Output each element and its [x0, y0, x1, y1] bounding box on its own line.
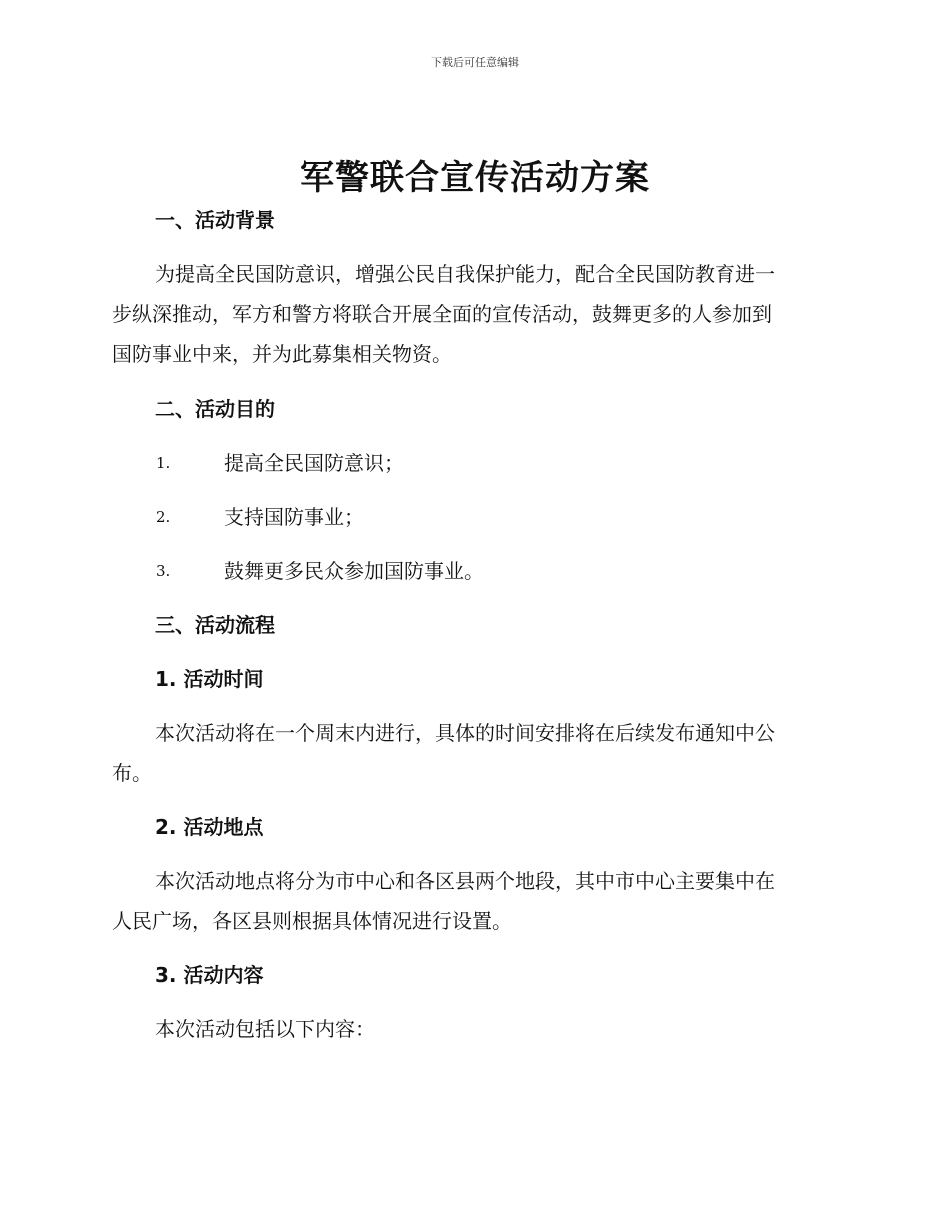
location-paragraph	[112, 861, 832, 941]
time-paragraph	[112, 713, 832, 793]
subsection-heading-location: 2. 活动地点	[155, 815, 264, 839]
paragraph-line: 本次活动将在一个周末内进行，具体的时间安排将在后续发布通知中公	[155, 721, 775, 745]
paragraph-line: 布。	[112, 761, 152, 785]
section-heading-purpose: 二、活动目的	[155, 397, 275, 421]
list-number: 1.	[156, 454, 171, 472]
header-note: 下载后可任意编辑	[431, 56, 519, 69]
paragraph-line: 为提高全民国防意识，增强公民自我保护能力，配合全民国防教育进一	[155, 262, 775, 286]
list-text: 支持国防事业；	[224, 505, 364, 529]
paragraph-line: 国防事业中来，并为此募集相关物资。	[112, 342, 452, 366]
section-heading-background: 一、活动背景	[155, 208, 275, 232]
document-body	[112, 200, 832, 1049]
section-heading-process: 三、活动流程	[155, 613, 275, 637]
paragraph-line: 本次活动包括以下内容：	[155, 1017, 375, 1041]
subsection-heading-time: 1. 活动时间	[155, 667, 264, 691]
subsection-heading-content: 3. 活动内容	[155, 963, 264, 987]
list-number: 2.	[156, 508, 171, 526]
list-item	[112, 443, 832, 483]
list-number: 3.	[156, 562, 171, 580]
list-text: 提高全民国防意识；	[224, 451, 404, 475]
paragraph-line: 步纵深推动，军方和警方将联合开展全面的宣传活动，鼓舞更多的人参加到	[112, 302, 772, 326]
document-title: 军警联合宣传活动方案	[300, 158, 650, 198]
paragraph-line: 本次活动地点将分为市中心和各区县两个地段，其中市中心主要集中在	[155, 869, 775, 893]
content-paragraph	[112, 1009, 832, 1049]
paragraph-line: 人民广场，各区县则根据具体情况进行设置。	[112, 909, 512, 933]
list-item	[112, 497, 832, 537]
list-text: 鼓舞更多民众参加国防事业。	[224, 559, 484, 583]
background-paragraph	[112, 254, 832, 374]
list-item	[112, 551, 832, 591]
